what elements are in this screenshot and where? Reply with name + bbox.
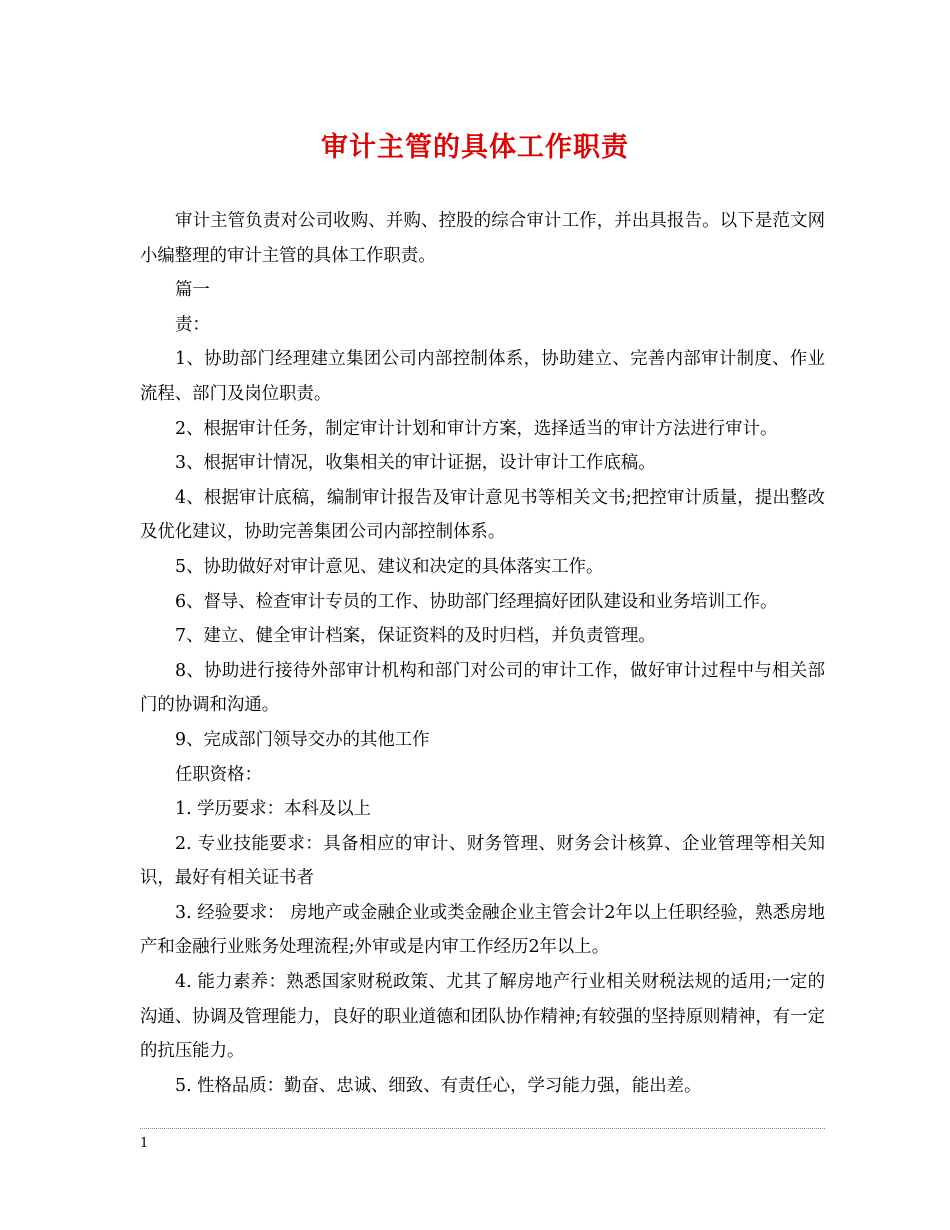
paragraph-duty-1: 1、协助部门经理建立集团公司内部控制体系，协助建立、完善内部审计制度、作业流程、部门及岗位职责。 <box>140 349 825 404</box>
paragraph-qualification-1: 1. 学历要求：本科及以上 <box>175 799 372 820</box>
paragraph-duty-9: 9、完成部门领导交办的其他工作 <box>175 729 430 750</box>
paragraph-qualification-3: 3. 经验要求： 房地产或金融企业或类金融企业主管会计2年以上任职经验，熟悉房地产和金融行业账务处理流程;外审或是内审工作经历2年以上。 <box>140 902 825 958</box>
paragraph-qualification-4: 4. 能力素养：熟悉国家财税政策、尤其了解房地产行业相关财税法规的适用;一定的沟通、协调及管理能力，良好的职业道德和团队协作精神;有较强的坚持原则精神，有一定的抗压能力。 <box>140 972 825 1062</box>
paragraph-duty-4: 4、根据审计底稿，编制审计报告及审计意见书等相关文书;把控审计质量，提出整改及优化建议，协助完善集团公司内部控制体系。 <box>140 487 825 543</box>
document-title: 审计主管的具体工作职责 <box>321 132 629 163</box>
paragraph-qualification-5: 5. 性格品质：勤奋、忠诚、细致、有责任心，学习能力强，能出差。 <box>175 1075 702 1096</box>
paragraph-qualifications-heading: 任职资格： <box>175 764 262 785</box>
paragraph-duties-heading: 责： <box>175 314 210 335</box>
paragraph-duty-5: 5、协助做好对审计意见、建议和决定的具体落实工作。 <box>175 556 604 577</box>
paragraph-duty-3: 3、根据审计情况，收集相关的审计证据，设计审计工作底稿。 <box>175 453 656 474</box>
paragraph-intro: 审计主管负责对公司收购、并购、控股的综合审计工作，并出具报告。以下是范文网小编整理的审计主管的具体工作职责。 <box>140 211 825 266</box>
paragraph-duty-6: 6、督导、检查审计专员的工作、协助部门经理搞好团队建设和业务培训工作。 <box>175 591 778 612</box>
paragraph-section-label: 篇一 <box>175 280 210 301</box>
document-body <box>140 204 825 1103</box>
footer-divider <box>140 1128 825 1129</box>
paragraph-duty-8: 8、协助进行接待外部审计机构和部门对公司的审计工作，做好审计过程中与相关部门的协调和沟通。 <box>140 660 825 716</box>
paragraph-qualification-2: 2. 专业技能要求：具备相应的审计、财务管理、财务会计核算、企业管理等相关知识，最好有相关证书者 <box>140 833 825 889</box>
page-number: 1 <box>140 1136 149 1151</box>
paragraph-duty-7: 7、建立、健全审计档案，保证资料的及时归档，并负责管理。 <box>175 626 656 647</box>
paragraph-duty-2: 2、根据审计任务，制定审计计划和审计方案，选择适当的审计方法进行审计。 <box>175 418 778 439</box>
